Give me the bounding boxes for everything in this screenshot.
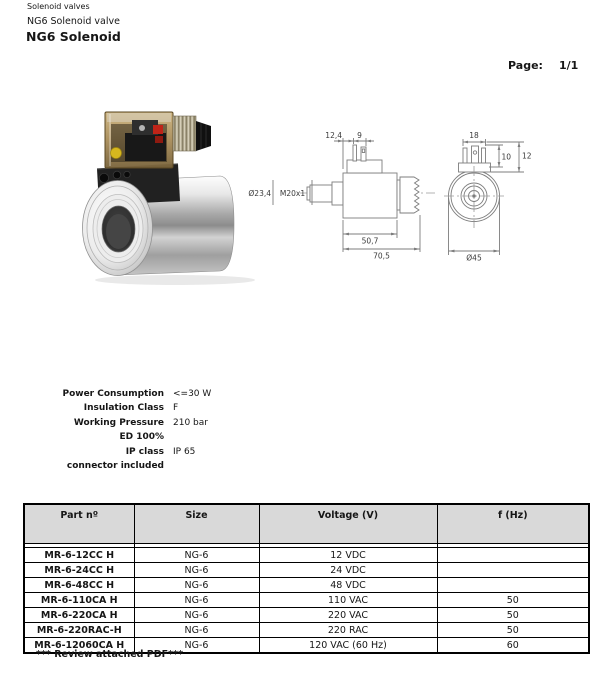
photo-shadow [95, 275, 255, 285]
dim-outer-diameter-label: Ø45 [466, 253, 482, 263]
parts-table [23, 503, 590, 654]
cell-frequency: 60 [437, 638, 589, 654]
cell-size: NG-6 [134, 623, 259, 638]
cell-size: NG-6 [134, 563, 259, 578]
footer-note: *** Review attached PDF*** [36, 649, 184, 660]
spec-label: connector included [66, 461, 164, 472]
spec-label: Insulation Class [83, 403, 164, 414]
cell-frequency: 50 [437, 623, 589, 638]
spec-row-power [0, 387, 400, 401]
table-header-row [24, 504, 589, 544]
dim-tube-diameter-label: Ø23,4 [248, 189, 271, 198]
specs-list [0, 387, 400, 473]
cell-voltage: 48 VDC [259, 578, 437, 593]
table-row [24, 623, 589, 638]
cable-gland [173, 116, 211, 151]
cell-voltage: 12 VDC [259, 548, 437, 563]
front-view [444, 131, 532, 263]
spec-row-pressure [0, 416, 400, 430]
cell-frequency: 50 [437, 593, 589, 608]
spec-label: Power Consumption [62, 389, 164, 399]
spec-row-insulation [0, 401, 400, 415]
cell-part: MR-6-12060CA H [24, 638, 134, 654]
breadcrumb-category: Solenoid valves [27, 2, 90, 11]
cell-size: NG-6 [134, 548, 259, 563]
spec-value: 210 bar [173, 417, 208, 428]
dim-thread-label: M20x1 [279, 189, 306, 198]
coil-front-face [83, 181, 153, 276]
cell-frequency [437, 578, 589, 593]
cell-frequency: 50 [437, 608, 589, 623]
dimension-drawing [230, 108, 545, 273]
cell-frequency [437, 548, 589, 563]
red-terminal [153, 125, 163, 134]
table-row [24, 608, 589, 623]
page-label: Page: [508, 59, 543, 72]
spec-value: IP 65 [173, 446, 196, 457]
cell-size: NG-6 [134, 638, 259, 654]
cell-part: MR-6-12CC H [24, 548, 134, 563]
spec-label: IP class [125, 446, 164, 457]
spec-label: Working Pressure [73, 417, 164, 428]
page-number: 1/1 [558, 59, 579, 72]
spec-value: <=30 W [173, 389, 212, 399]
cell-voltage: 110 VAC [259, 593, 437, 608]
cell-size: NG-6 [134, 578, 259, 593]
breadcrumb-subcategory: NG6 Solenoid valve [27, 16, 120, 27]
table-row [24, 563, 589, 578]
table-row [24, 548, 589, 563]
page-indicator [508, 59, 578, 72]
cell-part: MR-6-220RAC-H [24, 623, 134, 638]
dim-pin-offset-label: 12,4 [325, 131, 342, 140]
dim-connector-height-label: 12 [522, 151, 532, 161]
dim-pin-span-label: 18 [469, 131, 479, 140]
cell-voltage: 24 VDC [259, 563, 437, 578]
col-header-voltage: Voltage (V) [259, 504, 437, 544]
col-header-frequency: f (Hz) [437, 504, 589, 544]
cell-size: NG-6 [134, 593, 259, 608]
dim-pin-width-label: 9 [357, 131, 362, 140]
cell-voltage: 120 VAC (60 Hz) [259, 638, 437, 654]
cell-size: NG-6 [134, 608, 259, 623]
side-view [248, 131, 435, 261]
dim-total-length-label: 70,5 [373, 251, 390, 261]
col-header-part: Part nº [24, 504, 134, 544]
cell-frequency [437, 563, 589, 578]
parts-table-container [23, 503, 590, 654]
spec-row-connector [0, 459, 400, 473]
dim-pin-height-label: 10 [501, 152, 512, 162]
cell-voltage: 220 RAC [259, 623, 437, 638]
spec-row-ed [0, 430, 400, 444]
cell-part: MR-6-24CC H [24, 563, 134, 578]
spec-value: F [173, 403, 179, 414]
cell-part: MR-6-110CA H [24, 593, 134, 608]
page-title: NG6 Solenoid [26, 29, 121, 44]
din-connector [105, 112, 173, 168]
knurled-nut [400, 177, 419, 213]
spec-label: ED 100% [119, 432, 164, 443]
table-row [24, 593, 589, 608]
spec-row-ip [0, 445, 400, 459]
yellow-label [111, 148, 122, 159]
col-header-size: Size [134, 504, 259, 544]
dim-coil-length-label: 50,7 [361, 236, 379, 246]
table-row [24, 578, 589, 593]
cell-voltage: 220 VAC [259, 608, 437, 623]
cell-part: MR-6-220CA H [24, 608, 134, 623]
cell-part: MR-6-48CC H [24, 578, 134, 593]
